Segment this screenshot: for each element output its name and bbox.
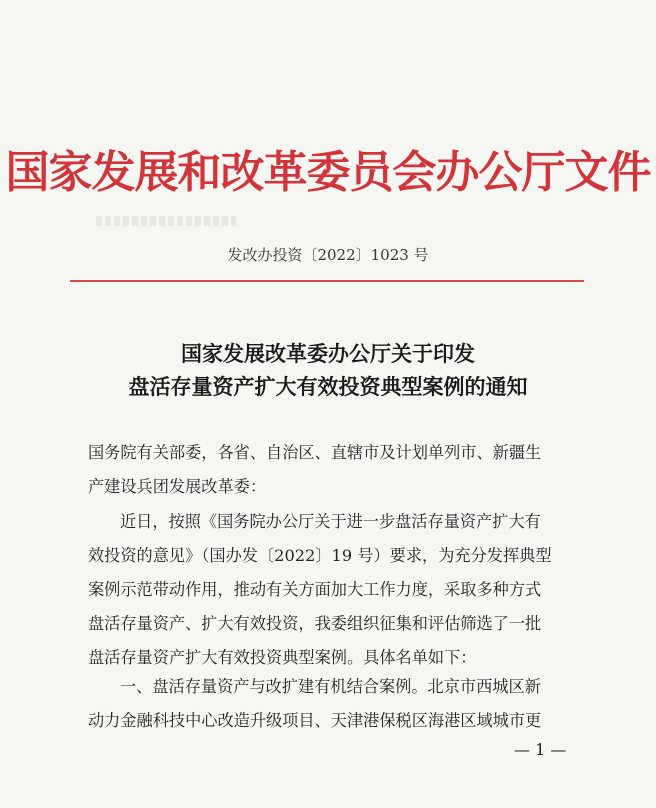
- issuing-authority-header: 国家发展和改革委员会办公厅文件: [5, 147, 651, 198]
- text-line: 一、盘活存量资产与改扩建有机结合案例。北京市西城区新: [120, 677, 541, 696]
- red-divider-line: [70, 280, 584, 282]
- document-number: 发改办投资〔2022〕1023 号: [227, 246, 429, 264]
- notice-title-line-2: 盘活存量资产扩大有效投资典型案例的通知: [128, 374, 528, 399]
- notice-title-line-1: 国家发展改革委办公厅关于印发: [181, 341, 475, 366]
- faint-stamp-trace: [96, 216, 236, 226]
- text-line: 盘活存量资产、扩大有效投资，我委组织征集和评估筛选了一批: [88, 614, 542, 633]
- text-line: 动力金融科技中心改造升级项目、天津港保税区海港区域城市更: [88, 711, 542, 730]
- text-line: 盘活存量资产扩大有效投资典型案例。具体名单如下：: [88, 648, 477, 667]
- text-line: 产建设兵团发展改革委：: [88, 477, 267, 496]
- text-line: 案例示范带动作用，推动有关方面加大工作力度，采取多种方式: [88, 580, 542, 599]
- text-line: 国务院有关部委，各省、自治区、直辖市及计划单列市、新疆生: [88, 443, 542, 462]
- body-paragraph-2: [88, 670, 593, 738]
- recipients-paragraph: [88, 436, 593, 504]
- text-line: 近日，按照《国务院办公厅关于进一步盘活存量资产扩大有: [120, 512, 541, 531]
- page-number: — 1 —: [514, 740, 567, 759]
- text-line: 效投资的意见》（国办发〔2022〕19 号）要求，为充分发挥典型: [88, 546, 552, 565]
- body-paragraph-1: [88, 505, 593, 675]
